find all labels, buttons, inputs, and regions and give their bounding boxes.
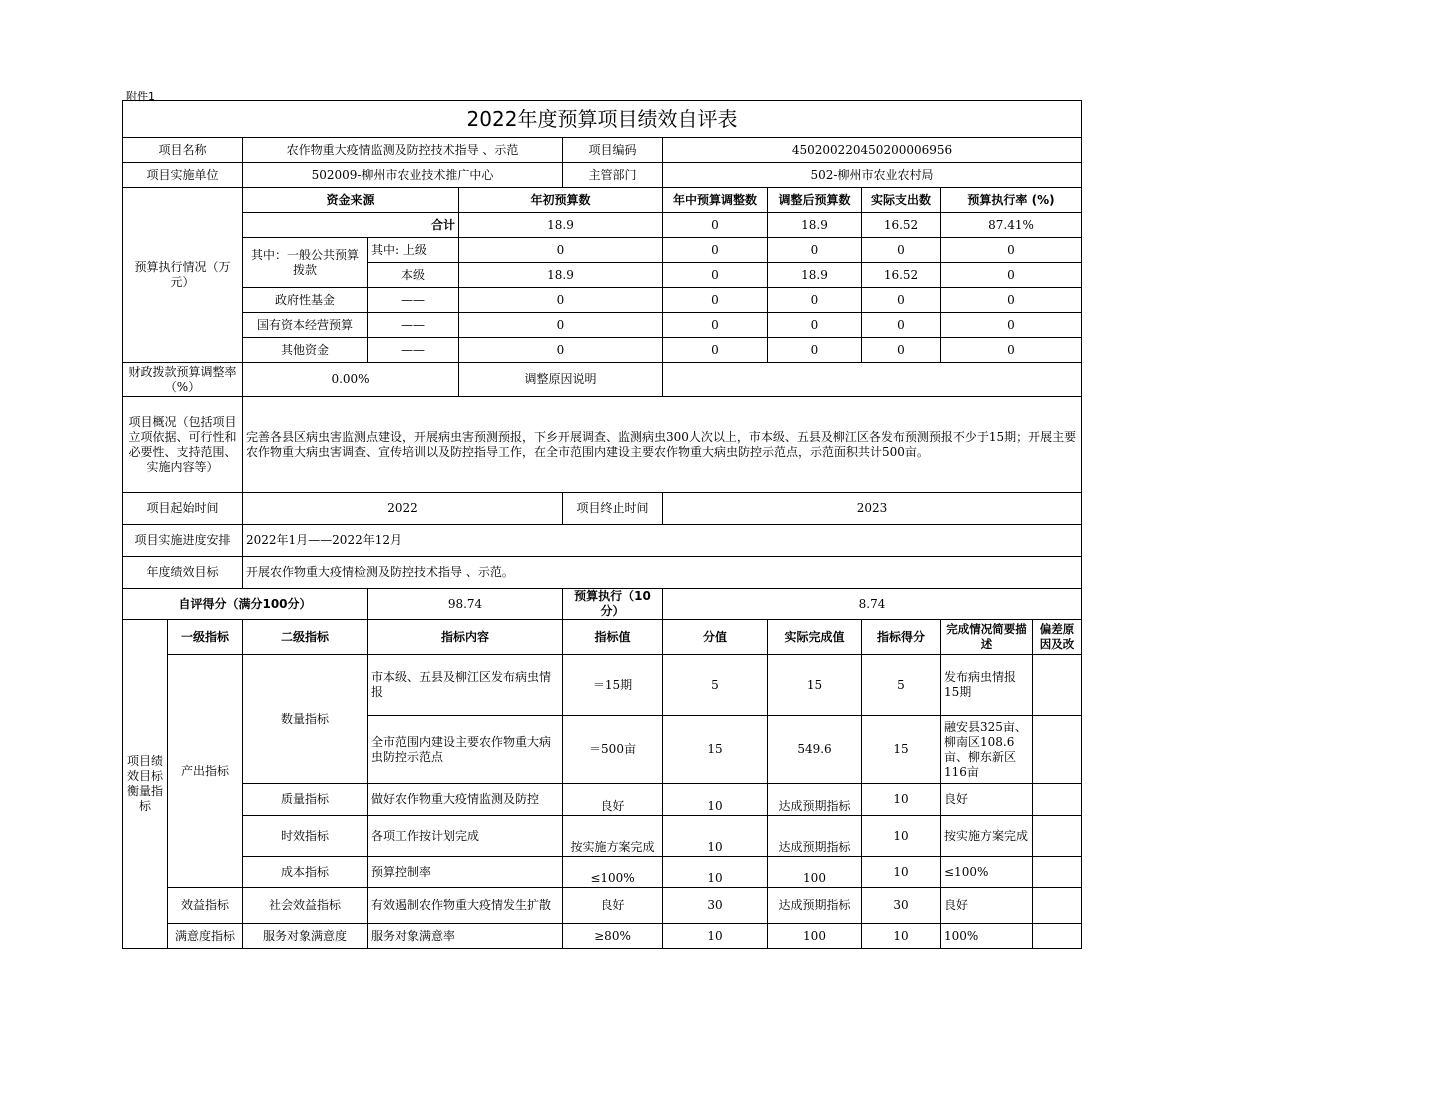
budget-total-label: 合计: [242, 212, 459, 238]
project-code-value: 450200220450200006956: [662, 137, 1082, 163]
ind-row2-deviation: [1032, 783, 1082, 816]
start-time-label: 项目起始时间: [122, 492, 243, 525]
ind-row1-deviation: [1032, 715, 1082, 784]
budget-header-rate: 预算执行率 (%): [940, 187, 1082, 213]
budget-statecapital-initial: 0: [458, 312, 663, 338]
ind-row5-weight: 30: [662, 887, 768, 924]
ind-row5-content: 有效遏制农作物重大疫情发生扩散: [367, 887, 563, 924]
budget-govfund-initial: 0: [458, 287, 663, 313]
page-title: 2022年度预算项目绩效自评表: [122, 100, 1082, 138]
dept-value: 502-柳州市农业农村局: [662, 162, 1082, 188]
ind-header-desc: 完成情况简要描述: [940, 619, 1033, 655]
adjust-rate-label: 财政拨款预算调整率（%）: [122, 362, 243, 397]
ind-row0-desc: 发布病虫情报15期: [940, 654, 1033, 716]
indicators-section-label: 项目绩效目标衡量指标: [122, 619, 168, 949]
budget-statecapital-midyear: 0: [662, 312, 768, 338]
budget-govfund-adjusted: 0: [767, 287, 862, 313]
budget-local-initial: 18.9: [458, 262, 663, 288]
budget-other-rate: 0: [940, 337, 1082, 363]
ind-row1-content: 全市范围内建设主要农作物重大病虫防控示范点: [367, 715, 563, 784]
budget-header-source: 资金来源: [242, 187, 459, 213]
schedule-label: 项目实施进度安排: [122, 524, 243, 557]
budget-total-initial: 18.9: [458, 212, 663, 238]
ind-row6-desc: 100%: [940, 923, 1033, 949]
ind-row1-target: ＝500亩: [562, 715, 663, 784]
goal-label: 年度绩效目标: [122, 556, 243, 589]
ind-row4-weight: 10: [662, 856, 768, 888]
budget-other-label: 其他资金: [242, 337, 368, 363]
ind-row6-score: 10: [861, 923, 941, 949]
ind-row4-deviation: [1032, 856, 1082, 888]
budget-local-adjusted: 18.9: [767, 262, 862, 288]
budget-exec-score-value: 8.74: [662, 588, 1082, 620]
unit-label: 项目实施单位: [122, 162, 243, 188]
ind-header-actual: 实际完成值: [767, 619, 862, 655]
adjust-rate-value: 0.00%: [242, 362, 459, 397]
project-name-value: 农作物重大疫情监测及防控技术指导 、示范: [242, 137, 563, 163]
ind-row3-deviation: [1032, 815, 1082, 857]
ind-row2-l2: 质量指标: [242, 783, 368, 816]
ind-row2-score: 10: [861, 783, 941, 816]
budget-local-midyear: 0: [662, 262, 768, 288]
ind-row2-target: 良好: [562, 783, 663, 816]
budget-govfund-actual: 0: [861, 287, 941, 313]
ind-row3-weight: 10: [662, 815, 768, 857]
ind-header-weight: 分值: [662, 619, 768, 655]
goal-value: 开展农作物重大疫情检测及防控技术指导 、示范。: [242, 556, 1082, 589]
budget-govfund-midyear: 0: [662, 287, 768, 313]
budget-upper-adjusted: 0: [767, 237, 862, 263]
ind-row4-content: 预算控制率: [367, 856, 563, 888]
ind-row1-actual: 549.6: [767, 715, 862, 784]
budget-govfund-rate: 0: [940, 287, 1082, 313]
budget-other-initial: 0: [458, 337, 663, 363]
ind-row2-weight: 10: [662, 783, 768, 816]
attachment-label: 附件1: [126, 90, 155, 103]
ind-row0-deviation: [1032, 654, 1082, 716]
ind-header-l2: 二级指标: [242, 619, 368, 655]
ind-row5-actual: 达成预期指标: [767, 887, 862, 924]
adjust-reason-value: [662, 362, 1082, 397]
self-score-value: 98.74: [367, 588, 563, 620]
ind-row0-target: ＝15期: [562, 654, 663, 716]
budget-other-dash: ——: [367, 337, 459, 363]
ind-row2-actual: 达成预期指标: [767, 783, 862, 816]
overview-text: 完善各县区病虫害监测点建设，开展病虫害预测预报，下乡开展调查、监测病虫300人次以上，市本级、五县及柳江区各发布预测预报不少于15期；开展主要农作物重大病虫害调查、宣传培训以及防控指导工作，在全市范围内建设主要农作物重大病虫防控示范点，示范面积共计500亩。: [242, 396, 1082, 493]
overview-label: 项目概况（包括项目立项依据、可行性和必要性、支持范围、实施内容等）: [122, 396, 243, 493]
budget-statecapital-rate: 0: [940, 312, 1082, 338]
ind-row3-content: 各项工作按计划完成: [367, 815, 563, 857]
budget-total-actual: 16.52: [861, 212, 941, 238]
budget-total-adjusted: 18.9: [767, 212, 862, 238]
ind-row2-content: 做好农作物重大疫情监测及防控: [367, 783, 563, 816]
budget-header-adjusted: 调整后预算数: [767, 187, 862, 213]
budget-statecapital-actual: 0: [861, 312, 941, 338]
project-code-label: 项目编码: [562, 137, 663, 163]
quantity-indicator-label: 数量指标: [242, 654, 368, 784]
ind-row6-deviation: [1032, 923, 1082, 949]
ind-row3-l2: 时效指标: [242, 815, 368, 857]
ind-row3-actual: 达成预期指标: [767, 815, 862, 857]
budget-statecapital-dash: ——: [367, 312, 459, 338]
budget-total-rate: 87.41%: [940, 212, 1082, 238]
ind-row4-actual: 100: [767, 856, 862, 888]
ind-row1-weight: 15: [662, 715, 768, 784]
ind-row4-desc: ≤100%: [940, 856, 1033, 888]
schedule-value: 2022年1月——2022年12月: [242, 524, 1082, 557]
budget-upper-rate: 0: [940, 237, 1082, 263]
ind-row5-l2: 社会效益指标: [242, 887, 368, 924]
unit-value: 502009-柳州市农业技术推广中心: [242, 162, 563, 188]
budget-other-actual: 0: [861, 337, 941, 363]
ind-row0-score: 5: [861, 654, 941, 716]
budget-statecapital-adjusted: 0: [767, 312, 862, 338]
budget-upper-actual: 0: [861, 237, 941, 263]
budget-upper-midyear: 0: [662, 237, 768, 263]
self-score-label: 自评得分（满分100分）: [122, 588, 368, 620]
end-time-label: 项目终止时间: [562, 492, 663, 525]
budget-header-actual: 实际支出数: [861, 187, 941, 213]
budget-local-label: 本级: [367, 262, 459, 288]
budget-total-midyear: 0: [662, 212, 768, 238]
ind-row1-score: 15: [861, 715, 941, 784]
benefit-indicator-label: 效益指标: [167, 887, 243, 924]
output-indicator-label: 产出指标: [167, 654, 243, 888]
ind-row4-l2: 成本指标: [242, 856, 368, 888]
budget-upper-initial: 0: [458, 237, 663, 263]
ind-header-content: 指标内容: [367, 619, 563, 655]
ind-row4-target: ≤100%: [562, 856, 663, 888]
ind-row6-target: ≥80%: [562, 923, 663, 949]
ind-row5-target: 良好: [562, 887, 663, 924]
budget-other-adjusted: 0: [767, 337, 862, 363]
ind-row0-weight: 5: [662, 654, 768, 716]
ind-row1-desc: 融安县325亩、柳南区108.6亩、柳东新区116亩: [940, 715, 1033, 784]
ind-row2-desc: 良好: [940, 783, 1033, 816]
ind-row3-score: 10: [861, 815, 941, 857]
adjust-reason-label: 调整原因说明: [458, 362, 663, 397]
ind-header-target: 指标值: [562, 619, 663, 655]
ind-row3-desc: 按实施方案完成: [940, 815, 1033, 857]
budget-statecapital-label: 国有资本经营预算: [242, 312, 368, 338]
ind-row0-actual: 15: [767, 654, 862, 716]
ind-row0-content: 市本级、五县及柳江区发布病虫情报: [367, 654, 563, 716]
budget-general-label: 其中：一般公共预算拨款: [242, 237, 368, 288]
budget-govfund-dash: ——: [367, 287, 459, 313]
budget-header-midyear: 年中预算调整数: [662, 187, 768, 213]
ind-row4-score: 10: [861, 856, 941, 888]
budget-section-label: 预算执行情况（万元）: [122, 187, 243, 363]
end-time-value: 2023: [662, 492, 1082, 525]
budget-header-initial: 年初预算数: [458, 187, 663, 213]
budget-upper-label: 其中: 上级: [367, 237, 459, 263]
dept-label: 主管部门: [562, 162, 663, 188]
ind-row6-weight: 10: [662, 923, 768, 949]
ind-row6-content: 服务对象满意率: [367, 923, 563, 949]
satisfaction-indicator-label: 满意度指标: [167, 923, 243, 949]
ind-row5-desc: 良好: [940, 887, 1033, 924]
project-name-label: 项目名称: [122, 137, 243, 163]
ind-header-l1: 一级指标: [167, 619, 243, 655]
ind-row6-l2: 服务对象满意度: [242, 923, 368, 949]
ind-row5-score: 30: [861, 887, 941, 924]
budget-other-midyear: 0: [662, 337, 768, 363]
ind-header-score: 指标得分: [861, 619, 941, 655]
budget-local-actual: 16.52: [861, 262, 941, 288]
ind-header-deviation: 偏差原因及改: [1032, 619, 1082, 655]
budget-govfund-label: 政府性基金: [242, 287, 368, 313]
start-time-value: 2022: [242, 492, 563, 525]
ind-row6-actual: 100: [767, 923, 862, 949]
ind-row3-target: 按实施方案完成: [562, 815, 663, 857]
budget-local-rate: 0: [940, 262, 1082, 288]
budget-exec-score-label: 预算执行（10分）: [562, 588, 663, 620]
ind-row5-deviation: [1032, 887, 1082, 924]
